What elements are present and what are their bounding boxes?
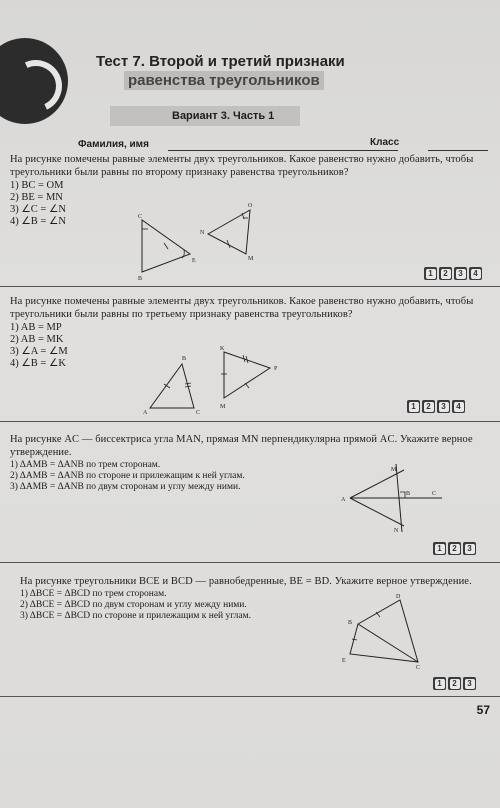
- name-class-row: [58, 138, 488, 154]
- q2-label-k: K: [220, 346, 225, 352]
- q2-label-p: P: [274, 366, 278, 372]
- q1-label-o: O: [248, 203, 253, 209]
- divider: [0, 421, 500, 422]
- title-line-2: равенства треугольников: [124, 71, 324, 90]
- class-field-line: [428, 150, 488, 151]
- q3-label-c: C: [432, 491, 437, 497]
- q1-label-n: N: [200, 230, 205, 236]
- answer-box-1[interactable]: 1: [433, 542, 446, 555]
- answer-box-4[interactable]: 4: [452, 400, 465, 413]
- name-label: Фамилия, имя: [78, 139, 149, 150]
- question-1-option-3[interactable]: 3) ∠C = ∠N: [10, 204, 66, 215]
- q3-label-a: A: [341, 497, 346, 503]
- q2-label-m: M: [220, 404, 226, 410]
- answer-box-4[interactable]: 4: [469, 267, 482, 280]
- answer-box-1[interactable]: 1: [433, 677, 446, 690]
- question-2-answer-boxes: [407, 400, 465, 413]
- question-3-option-3[interactable]: 3) ΔAMB = ΔANB по двум сторонам и углу между ними.: [10, 482, 241, 492]
- answer-box-2[interactable]: 2: [439, 267, 452, 280]
- question-2-figure: [140, 346, 290, 418]
- title-line-1: Тест 7. Второй и третий признаки: [96, 53, 345, 70]
- book-logo-icon: [0, 38, 68, 124]
- q2-label-a: A: [143, 410, 148, 416]
- answer-box-1[interactable]: 1: [424, 267, 437, 280]
- question-1-option-4[interactable]: 4) ∠B = ∠N: [10, 216, 66, 227]
- answer-box-2[interactable]: 2: [422, 400, 435, 413]
- question-4-option-1[interactable]: 1) ΔBCE = ΔBCD по трем сторонам.: [20, 589, 167, 599]
- question-3-figure: [338, 460, 448, 536]
- answer-box-2[interactable]: 2: [448, 677, 461, 690]
- answer-box-3[interactable]: 3: [463, 542, 476, 555]
- answer-box-1[interactable]: 1: [407, 400, 420, 413]
- q3-label-m: M: [391, 467, 397, 473]
- question-1-figure: [130, 198, 270, 282]
- q4-label-b: B: [348, 620, 353, 626]
- question-4-text: На рисунке треугольники BCE и BCD — равнобедренные, BE = BD. Укажите верное утверждение.: [20, 576, 472, 587]
- q4-label-d: D: [396, 594, 401, 600]
- question-4-answer-boxes: [433, 677, 476, 690]
- page-title: [96, 52, 396, 90]
- page-number: 57: [476, 703, 490, 717]
- q3-label-n: N: [394, 528, 399, 534]
- question-2-option-4[interactable]: 4) ∠B = ∠K: [10, 358, 66, 369]
- question-1-option-2[interactable]: 2) BE = MN: [10, 192, 63, 203]
- q2-label-b: B: [182, 356, 187, 362]
- question-3-option-1[interactable]: 1) ΔAMB = ΔANB по трем сторонам.: [10, 460, 161, 470]
- class-label: Класс: [370, 137, 400, 148]
- question-4-figure: [336, 590, 426, 670]
- q4-label-e: E: [342, 658, 346, 664]
- question-2-option-1[interactable]: 1) AB = MP: [10, 322, 62, 333]
- q1-label-b: B: [138, 276, 143, 282]
- divider: [0, 286, 500, 287]
- question-3-text: На рисунке AC — биссектриса угла MAN, прямая MN перпендикулярна прямой AC. Укажите верное утверждение.: [10, 434, 473, 458]
- q1-label-e: E: [192, 258, 196, 264]
- question-1-text: На рисунке помечены равные элементы двух треугольников. Какое равенство нужно добавить, чтобы треугольники были равны по второму признаку равенства треугольников?: [10, 154, 474, 178]
- q4-label-c: C: [416, 665, 421, 670]
- answer-box-3[interactable]: 3: [454, 267, 467, 280]
- variant-label: Вариант 3. Часть 1: [110, 106, 300, 126]
- question-2-option-3[interactable]: 3) ∠A = ∠M: [10, 346, 68, 357]
- question-4-option-2[interactable]: 2) ΔBCE = ΔBCD по двум сторонам и углу между ними.: [20, 600, 247, 610]
- q1-label-m: M: [248, 256, 254, 262]
- answer-box-3[interactable]: 3: [463, 677, 476, 690]
- question-1-answer-boxes: [424, 267, 482, 280]
- question-3-answer-boxes: [433, 542, 476, 555]
- answer-box-3[interactable]: 3: [437, 400, 450, 413]
- question-4-option-3[interactable]: 3) ΔBCE = ΔBCD по стороне и прилежащим к ней углам.: [20, 611, 252, 621]
- q3-label-b: B: [406, 491, 411, 497]
- divider: [0, 562, 500, 563]
- question-1-option-1[interactable]: 1) BC = OM: [10, 180, 64, 191]
- q1-label-c: C: [138, 214, 143, 220]
- question-3-option-2[interactable]: 2) ΔAMB = ΔANB по стороне и прилежащим к ней углам.: [10, 471, 245, 481]
- divider: [0, 696, 500, 697]
- question-2-text: На рисунке помечены равные элементы двух треугольников. Какое равенство нужно добавить, чтобы треугольники были равны по третьему признаку равенства треугольников?: [10, 296, 474, 320]
- answer-box-2[interactable]: 2: [448, 542, 461, 555]
- question-2-option-2[interactable]: 2) AB = MK: [10, 334, 64, 345]
- q2-label-c: C: [196, 410, 201, 416]
- name-field-line: [168, 150, 398, 151]
